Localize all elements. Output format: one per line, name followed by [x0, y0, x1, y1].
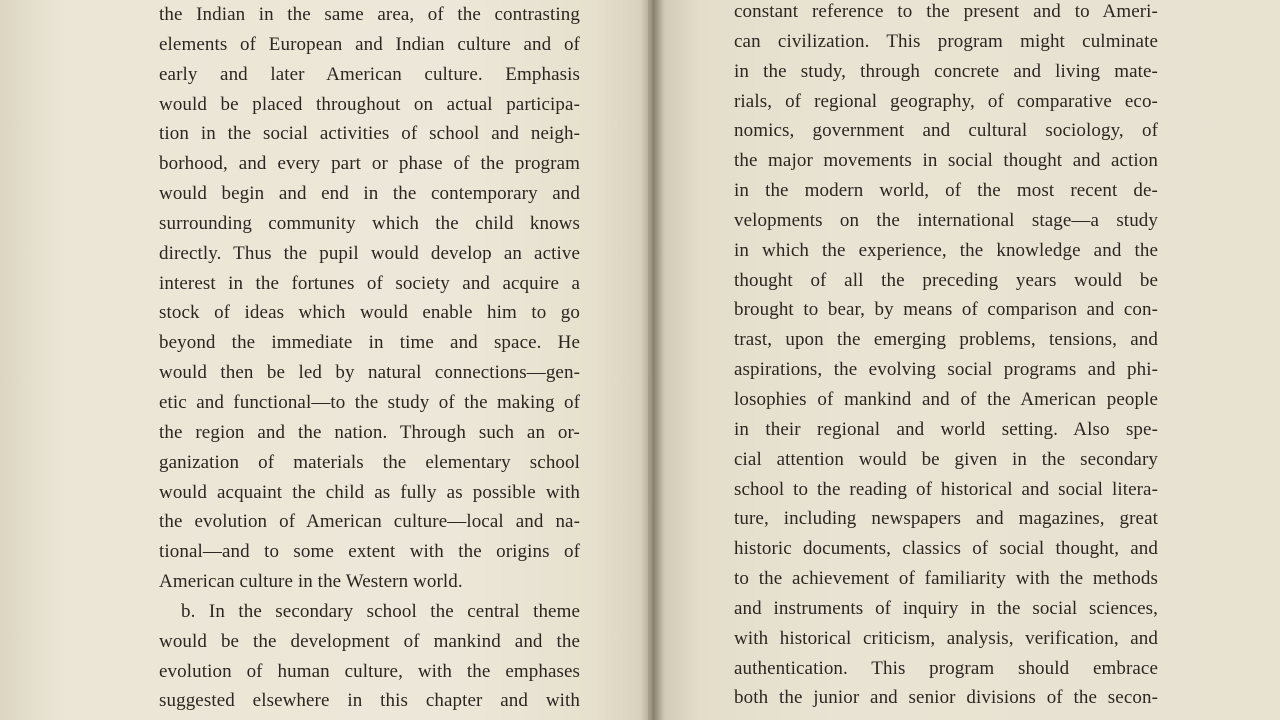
text-line: in their regional and world setting. Also spe-: [734, 418, 1158, 440]
text-line: in which the experience, the knowledge and the: [734, 239, 1158, 261]
text-line: nomics, government and cultural sociology, of: [734, 120, 1158, 142]
text-line: historic documents, classics of social thought, and: [734, 538, 1158, 560]
text-line: borhood, and every part or phase of the program: [159, 153, 580, 175]
text-line: school to the reading of historical and social litera-: [734, 478, 1158, 500]
text-line: with historical criticism, analysis, verification, and: [734, 627, 1158, 649]
text-line: cial attention would be given in the secondary: [734, 448, 1158, 470]
text-line: velopments on the international stage—a study: [734, 209, 1158, 231]
text-line: authentication. This program should embrace: [734, 657, 1158, 679]
text-line: in the study, through concrete and living mate-: [734, 60, 1158, 82]
paragraph-start-line: b. In the secondary school the central theme: [181, 600, 580, 622]
text-line: would be the development of mankind and the: [159, 630, 580, 652]
text-line: thought of all the preceding years would be: [734, 269, 1158, 291]
text-line: would then be led by natural connections—gen-: [159, 362, 580, 384]
text-line: would acquaint the child as fully as possible with: [159, 481, 580, 503]
text-line: elements of European and Indian culture and of: [159, 33, 580, 55]
text-line: stock of ideas which would enable him to go: [159, 302, 580, 324]
book-gutter: [640, 0, 664, 720]
text-line: ture, including newspapers and magazines, great: [734, 508, 1158, 530]
text-line: in the modern world, of the most recent de-: [734, 180, 1158, 202]
text-line: evolution of human culture, with the emphases: [159, 660, 580, 682]
text-line: suggested elsewhere in this chapter and with: [159, 690, 580, 712]
text-line: brought to bear, by means of comparison and con-: [734, 299, 1158, 321]
right-page: [648, 0, 1280, 720]
text-line: etic and functional—to the study of the making of: [159, 391, 580, 413]
text-line: early and later American culture. Emphasis: [159, 63, 580, 85]
left-page-text: [159, 0, 580, 716]
text-line: American culture in the Western world.: [159, 571, 463, 593]
text-line: the Indian in the same area, of the contrasting: [159, 4, 580, 25]
text-line: can civilization. This program might culminate: [734, 30, 1158, 52]
text-line: trast, upon the emerging problems, tensions, and: [734, 329, 1158, 351]
text-line: the evolution of American culture—local and na-: [159, 511, 580, 533]
text-line: to the achievement of familiarity with the methods: [734, 568, 1158, 590]
right-page-text: [734, 0, 1158, 713]
text-line: and instruments of inquiry in the social sciences,: [734, 597, 1158, 619]
text-line: the major movements in social thought and action: [734, 150, 1158, 172]
text-line: ganization of materials the elementary school: [159, 451, 580, 473]
text-line: rials, of regional geography, of comparative eco-: [734, 90, 1158, 112]
text-line: constant reference to the present and to Ameri-: [734, 1, 1158, 22]
text-line: aspirations, the evolving social programs and phi-: [734, 359, 1158, 381]
text-line: directly. Thus the pupil would develop an active: [159, 242, 580, 264]
text-line: beyond the immediate in time and space. He: [159, 332, 580, 354]
text-line: both the junior and senior divisions of the secon-: [734, 687, 1158, 709]
text-line: losophies of mankind and of the American people: [734, 388, 1158, 410]
text-line: would be placed throughout on actual participa-: [159, 93, 580, 115]
text-line: the region and the nation. Through such an or-: [159, 421, 580, 443]
text-line: surrounding community which the child knows: [159, 212, 580, 234]
text-line: interest in the fortunes of society and acquire a: [159, 272, 580, 294]
text-line: would begin and end in the contemporary and: [159, 183, 580, 205]
text-line: tion in the social activities of school and neigh-: [159, 123, 580, 145]
text-line: tional—and to some extent with the origins of: [159, 541, 580, 563]
